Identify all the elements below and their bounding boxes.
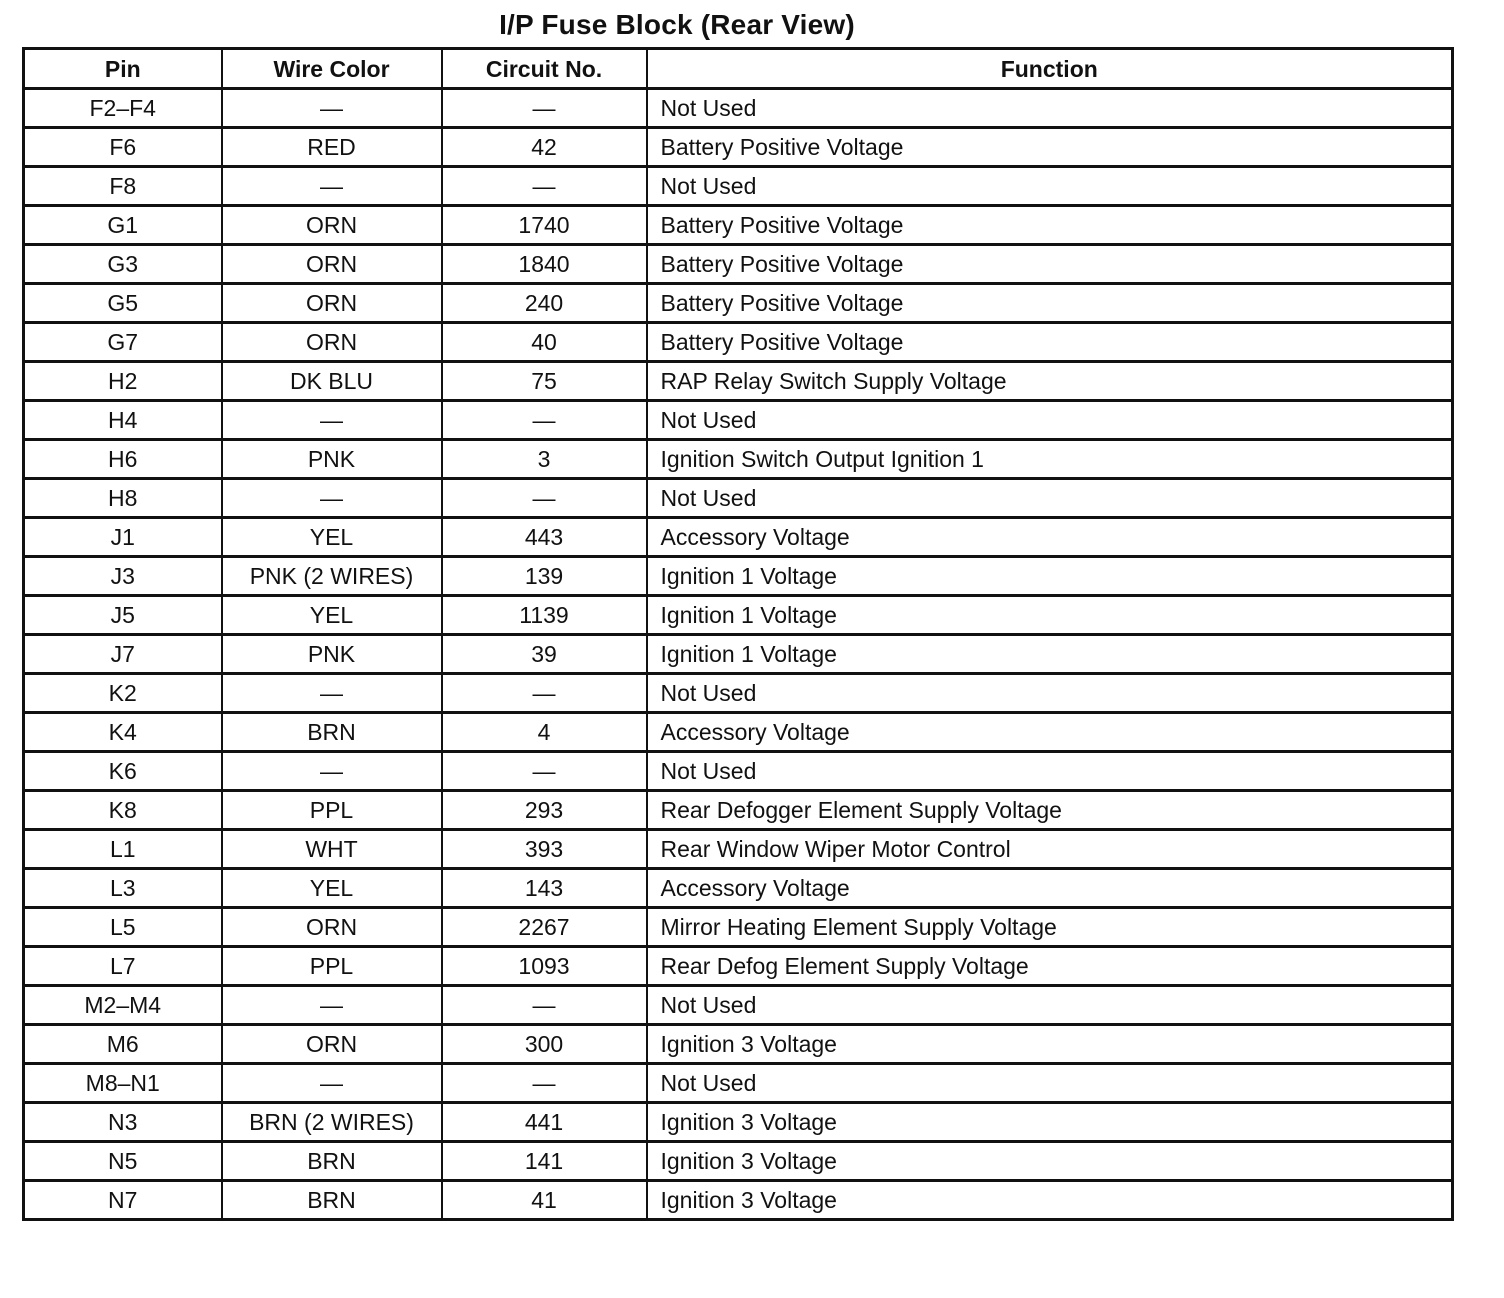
table-row — [24, 518, 1453, 557]
cell-pin: G7 — [24, 323, 222, 362]
cell-wire-color: — — [222, 167, 442, 206]
cell-wire-color: PNK — [222, 635, 442, 674]
cell-wire-color: PPL — [222, 947, 442, 986]
cell-function: Ignition 1 Voltage — [647, 635, 1453, 674]
cell-wire-color: — — [222, 89, 442, 128]
cell-wire-color: YEL — [222, 869, 442, 908]
cell-function: Accessory Voltage — [647, 869, 1453, 908]
cell-circuit-no: — — [442, 401, 647, 440]
cell-circuit-no: 39 — [442, 635, 647, 674]
table-row — [24, 245, 1453, 284]
table-row — [24, 752, 1453, 791]
table-row — [24, 986, 1453, 1025]
cell-function: Battery Positive Voltage — [647, 284, 1453, 323]
cell-wire-color: BRN — [222, 1181, 442, 1220]
table-row — [24, 947, 1453, 986]
cell-function: Not Used — [647, 752, 1453, 791]
cell-function: Battery Positive Voltage — [647, 128, 1453, 167]
cell-circuit-no: 75 — [442, 362, 647, 401]
table-row — [24, 1142, 1453, 1181]
pin-table — [22, 47, 1454, 1221]
cell-circuit-no: 4 — [442, 713, 647, 752]
cell-pin: N7 — [24, 1181, 222, 1220]
table-row — [24, 323, 1453, 362]
cell-function: Ignition 3 Voltage — [647, 1103, 1453, 1142]
cell-function: Battery Positive Voltage — [647, 245, 1453, 284]
cell-wire-color: PPL — [222, 791, 442, 830]
table-header — [24, 49, 1453, 89]
cell-circuit-no: — — [442, 479, 647, 518]
cell-pin: M2–M4 — [24, 986, 222, 1025]
cell-circuit-no: — — [442, 167, 647, 206]
table-row — [24, 713, 1453, 752]
cell-circuit-no: — — [442, 986, 647, 1025]
cell-function: Accessory Voltage — [647, 713, 1453, 752]
cell-circuit-no: 300 — [442, 1025, 647, 1064]
table-row — [24, 869, 1453, 908]
cell-circuit-no: 1139 — [442, 596, 647, 635]
table-row — [24, 128, 1453, 167]
cell-pin: K4 — [24, 713, 222, 752]
cell-circuit-no: 393 — [442, 830, 647, 869]
cell-pin: J1 — [24, 518, 222, 557]
cell-function: Ignition 3 Voltage — [647, 1142, 1453, 1181]
cell-circuit-no: — — [442, 674, 647, 713]
cell-pin: M6 — [24, 1025, 222, 1064]
cell-function: Not Used — [647, 167, 1453, 206]
cell-pin: J5 — [24, 596, 222, 635]
table-body — [24, 89, 1453, 1220]
cell-pin: L1 — [24, 830, 222, 869]
cell-function: Rear Defogger Element Supply Voltage — [647, 791, 1453, 830]
cell-wire-color: — — [222, 752, 442, 791]
cell-wire-color: ORN — [222, 908, 442, 947]
cell-wire-color: YEL — [222, 518, 442, 557]
table-row — [24, 362, 1453, 401]
cell-pin: G1 — [24, 206, 222, 245]
table-row — [24, 791, 1453, 830]
cell-pin: K8 — [24, 791, 222, 830]
cell-function: Mirror Heating Element Supply Voltage — [647, 908, 1453, 947]
cell-function: Accessory Voltage — [647, 518, 1453, 557]
cell-circuit-no: 240 — [442, 284, 647, 323]
cell-function: Not Used — [647, 674, 1453, 713]
cell-function: Ignition 3 Voltage — [647, 1025, 1453, 1064]
cell-circuit-no: 2267 — [442, 908, 647, 947]
cell-function: RAP Relay Switch Supply Voltage — [647, 362, 1453, 401]
cell-pin: K2 — [24, 674, 222, 713]
cell-pin: N3 — [24, 1103, 222, 1142]
table-row — [24, 1025, 1453, 1064]
cell-function: Not Used — [647, 479, 1453, 518]
cell-wire-color: YEL — [222, 596, 442, 635]
header-circuit-no: Circuit No. — [442, 49, 647, 89]
cell-circuit-no: 1093 — [442, 947, 647, 986]
cell-circuit-no: 41 — [442, 1181, 647, 1220]
cell-pin: J3 — [24, 557, 222, 596]
cell-circuit-no: 143 — [442, 869, 647, 908]
cell-wire-color: PNK — [222, 440, 442, 479]
cell-circuit-no: 141 — [442, 1142, 647, 1181]
header-row — [24, 49, 1453, 89]
cell-pin: H8 — [24, 479, 222, 518]
cell-circuit-no: 441 — [442, 1103, 647, 1142]
cell-pin: H4 — [24, 401, 222, 440]
cell-pin: J7 — [24, 635, 222, 674]
cell-pin: L5 — [24, 908, 222, 947]
table-row — [24, 1103, 1453, 1142]
cell-pin: L3 — [24, 869, 222, 908]
cell-wire-color: ORN — [222, 245, 442, 284]
table-row — [24, 674, 1453, 713]
table-row — [24, 479, 1453, 518]
cell-function: Rear Defog Element Supply Voltage — [647, 947, 1453, 986]
page-title: I/P Fuse Block (Rear View) — [499, 9, 855, 40]
cell-circuit-no: 1740 — [442, 206, 647, 245]
cell-function: Not Used — [647, 401, 1453, 440]
cell-function: Ignition Switch Output Ignition 1 — [647, 440, 1453, 479]
table-row — [24, 908, 1453, 947]
table-row — [24, 557, 1453, 596]
cell-wire-color: ORN — [222, 206, 442, 245]
header-wire-color: Wire Color — [222, 49, 442, 89]
cell-pin: F6 — [24, 128, 222, 167]
cell-function: Rear Window Wiper Motor Control — [647, 830, 1453, 869]
table-row — [24, 830, 1453, 869]
table-row — [24, 89, 1453, 128]
table-row — [24, 596, 1453, 635]
cell-wire-color: BRN — [222, 713, 442, 752]
cell-pin: L7 — [24, 947, 222, 986]
cell-function: Ignition 1 Voltage — [647, 557, 1453, 596]
cell-wire-color: BRN (2 WIRES) — [222, 1103, 442, 1142]
cell-circuit-no: 1840 — [442, 245, 647, 284]
cell-pin: N5 — [24, 1142, 222, 1181]
cell-pin: G3 — [24, 245, 222, 284]
cell-wire-color: ORN — [222, 323, 442, 362]
cell-circuit-no: 3 — [442, 440, 647, 479]
cell-circuit-no: 42 — [442, 128, 647, 167]
cell-wire-color: PNK (2 WIRES) — [222, 557, 442, 596]
cell-function: Not Used — [647, 986, 1453, 1025]
table-row — [24, 1181, 1453, 1220]
header-pin: Pin — [24, 49, 222, 89]
cell-circuit-no: — — [442, 1064, 647, 1103]
cell-circuit-no: 293 — [442, 791, 647, 830]
cell-circuit-no: 40 — [442, 323, 647, 362]
cell-pin: K6 — [24, 752, 222, 791]
cell-pin: H6 — [24, 440, 222, 479]
cell-wire-color: BRN — [222, 1142, 442, 1181]
cell-wire-color: DK BLU — [222, 362, 442, 401]
cell-wire-color: ORN — [222, 1025, 442, 1064]
cell-pin: F8 — [24, 167, 222, 206]
cell-wire-color: — — [222, 1064, 442, 1103]
cell-wire-color: — — [222, 401, 442, 440]
cell-pin: G5 — [24, 284, 222, 323]
cell-circuit-no: 139 — [442, 557, 647, 596]
table-row — [24, 206, 1453, 245]
table-row — [24, 1064, 1453, 1103]
cell-function: Not Used — [647, 89, 1453, 128]
cell-function: Battery Positive Voltage — [647, 206, 1453, 245]
cell-wire-color: — — [222, 986, 442, 1025]
cell-wire-color: — — [222, 674, 442, 713]
cell-function: Ignition 1 Voltage — [647, 596, 1453, 635]
cell-function: Ignition 3 Voltage — [647, 1181, 1453, 1220]
cell-pin: F2–F4 — [24, 89, 222, 128]
cell-pin: H2 — [24, 362, 222, 401]
table-row — [24, 284, 1453, 323]
table-row — [24, 440, 1453, 479]
cell-circuit-no: — — [442, 752, 647, 791]
header-function: Function — [647, 49, 1453, 89]
cell-wire-color: WHT — [222, 830, 442, 869]
cell-wire-color: ORN — [222, 284, 442, 323]
cell-circuit-no: — — [442, 89, 647, 128]
table-row — [24, 635, 1453, 674]
cell-circuit-no: 443 — [442, 518, 647, 557]
cell-wire-color: RED — [222, 128, 442, 167]
cell-pin: M8–N1 — [24, 1064, 222, 1103]
cell-function: Battery Positive Voltage — [647, 323, 1453, 362]
cell-function: Not Used — [647, 1064, 1453, 1103]
table-row — [24, 401, 1453, 440]
cell-wire-color: — — [222, 479, 442, 518]
table-row — [24, 167, 1453, 206]
